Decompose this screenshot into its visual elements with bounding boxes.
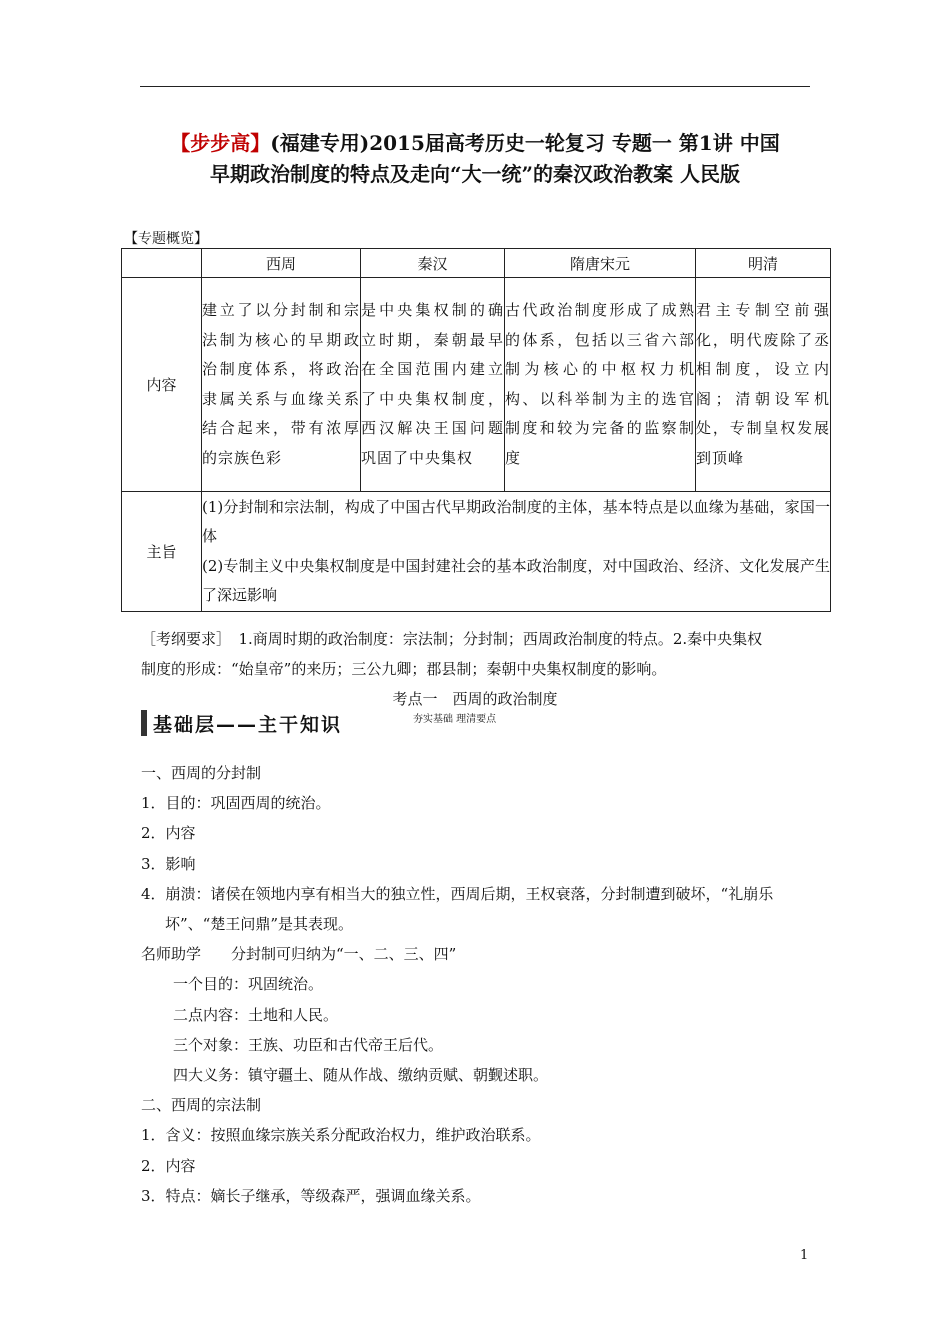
exam-requirements <box>141 624 831 684</box>
document-title <box>120 128 830 190</box>
list-item: 1．含义：按照血缘宗族关系分配政治权力，维护政治联系。 <box>141 1126 541 1145</box>
table-row-theme <box>122 492 831 612</box>
tip-item: 二点内容：土地和人民。 <box>173 1005 339 1024</box>
tip-item: 一个目的：巩固统治。 <box>173 975 324 994</box>
page-number: 1 <box>800 1248 809 1263</box>
req-line-2: 制度的形成：“始皇帝”的来历；三公九卿；郡县制；秦朝中央集权制度的影响。 <box>141 660 667 678</box>
title-brand: 【步步高】 <box>170 131 271 155</box>
list-item: 3．特点：嫡长子继承，等级森严，强调血缘关系。 <box>141 1186 481 1205</box>
overview-table <box>121 248 831 612</box>
section-banner <box>141 708 541 738</box>
content-xizhou: 建立了以分封制和宗法制为核心的早期政治制度体系，将政治隶属关系与血缘关系结合起来，带有浓厚的宗族色彩 <box>202 278 361 492</box>
header-xizhou: 西周 <box>202 249 361 278</box>
row-label-theme: 主旨 <box>122 492 202 612</box>
title-line1: (福建专用)2015届高考历史一轮复习 专题一 第1讲 中国 <box>270 131 780 155</box>
tip-item: 三个对象：王族、功臣和古代帝王后代。 <box>173 1035 444 1054</box>
theme-line-2: (2)专制主义中央集权制度是中国封建社会的基本政治制度，对中国政治、经济、文化发展产生了深远影响 <box>202 556 830 604</box>
theme-line-1: (1)分封制和宗法制，构成了中国古代早期政治制度的主体，基本特点是以血缘为基础，家国一体 <box>202 497 830 545</box>
overview-label: 【专题概览】 <box>124 231 208 247</box>
tip-item: 四大义务：镇守疆土、随从作战、缴纳贡赋、朝觐述职。 <box>173 1066 549 1085</box>
list-item: 2．内容 <box>141 824 196 843</box>
header-mingqing: 明清 <box>696 249 831 278</box>
header-rule <box>140 86 810 87</box>
req-line-1: ［考纲要求］ 1.商周时期的政治制度：宗法制；分封制；西周政治制度的特点。2.秦中央集权 <box>141 630 763 648</box>
list-item: 1．目的：巩固西周的统治。 <box>141 794 331 813</box>
table-header-row <box>122 249 831 278</box>
banner-bar <box>141 710 147 736</box>
header-suitang: 隋唐宋元 <box>505 249 696 278</box>
banner-text: 基础层——主干知识 <box>153 714 343 736</box>
content-qinhan: 是中央集权制的确立时期，秦朝最早在全国范围内建立了中央集权制度，西汉解决王国问题巩固了中央集权 <box>361 278 505 492</box>
section-heading: 一、西周的分封制 <box>141 764 262 782</box>
row-label-content: 内容 <box>122 278 202 492</box>
list-item: 4．崩溃：诸侯在领地内享有相当大的独立性，西周后期，王权衰落，分封制遭到破坏，“礼崩乐坏”、“楚王问鼎”是其表现。 <box>141 884 774 934</box>
main-body <box>141 758 831 1211</box>
title-line2: 早期政治制度的特点及走向“大一统”的秦汉政治教案 人民版 <box>210 162 740 186</box>
content-suitang: 古代政治制度形成了成熟的体系，包括以三省六部制为核心的中枢权力机构、以科举制为主的选官制度和较为完备的监察制度 <box>505 278 696 492</box>
banner-subtext: 夯实基础 理清要点 <box>413 714 497 725</box>
list-item: 2．内容 <box>141 1156 196 1175</box>
section-heading: 二、西周的宗法制 <box>141 1096 262 1115</box>
list-item: 3．影响 <box>141 854 196 873</box>
header-empty <box>122 249 202 278</box>
theme-text <box>202 492 831 612</box>
content-mingqing: 君主专制空前强化，明代废除了丞相制度，设立内阁；清朝设军机处，专制皇权发展到顶峰 <box>696 278 831 492</box>
table-row-content <box>122 278 831 492</box>
header-qinhan: 秦汉 <box>361 249 505 278</box>
kaodian-title: 考点一 西周的政治制度 <box>392 690 558 708</box>
tip-heading: 名师助学 分封制可归纳为“一、二、三、四” <box>141 945 457 964</box>
